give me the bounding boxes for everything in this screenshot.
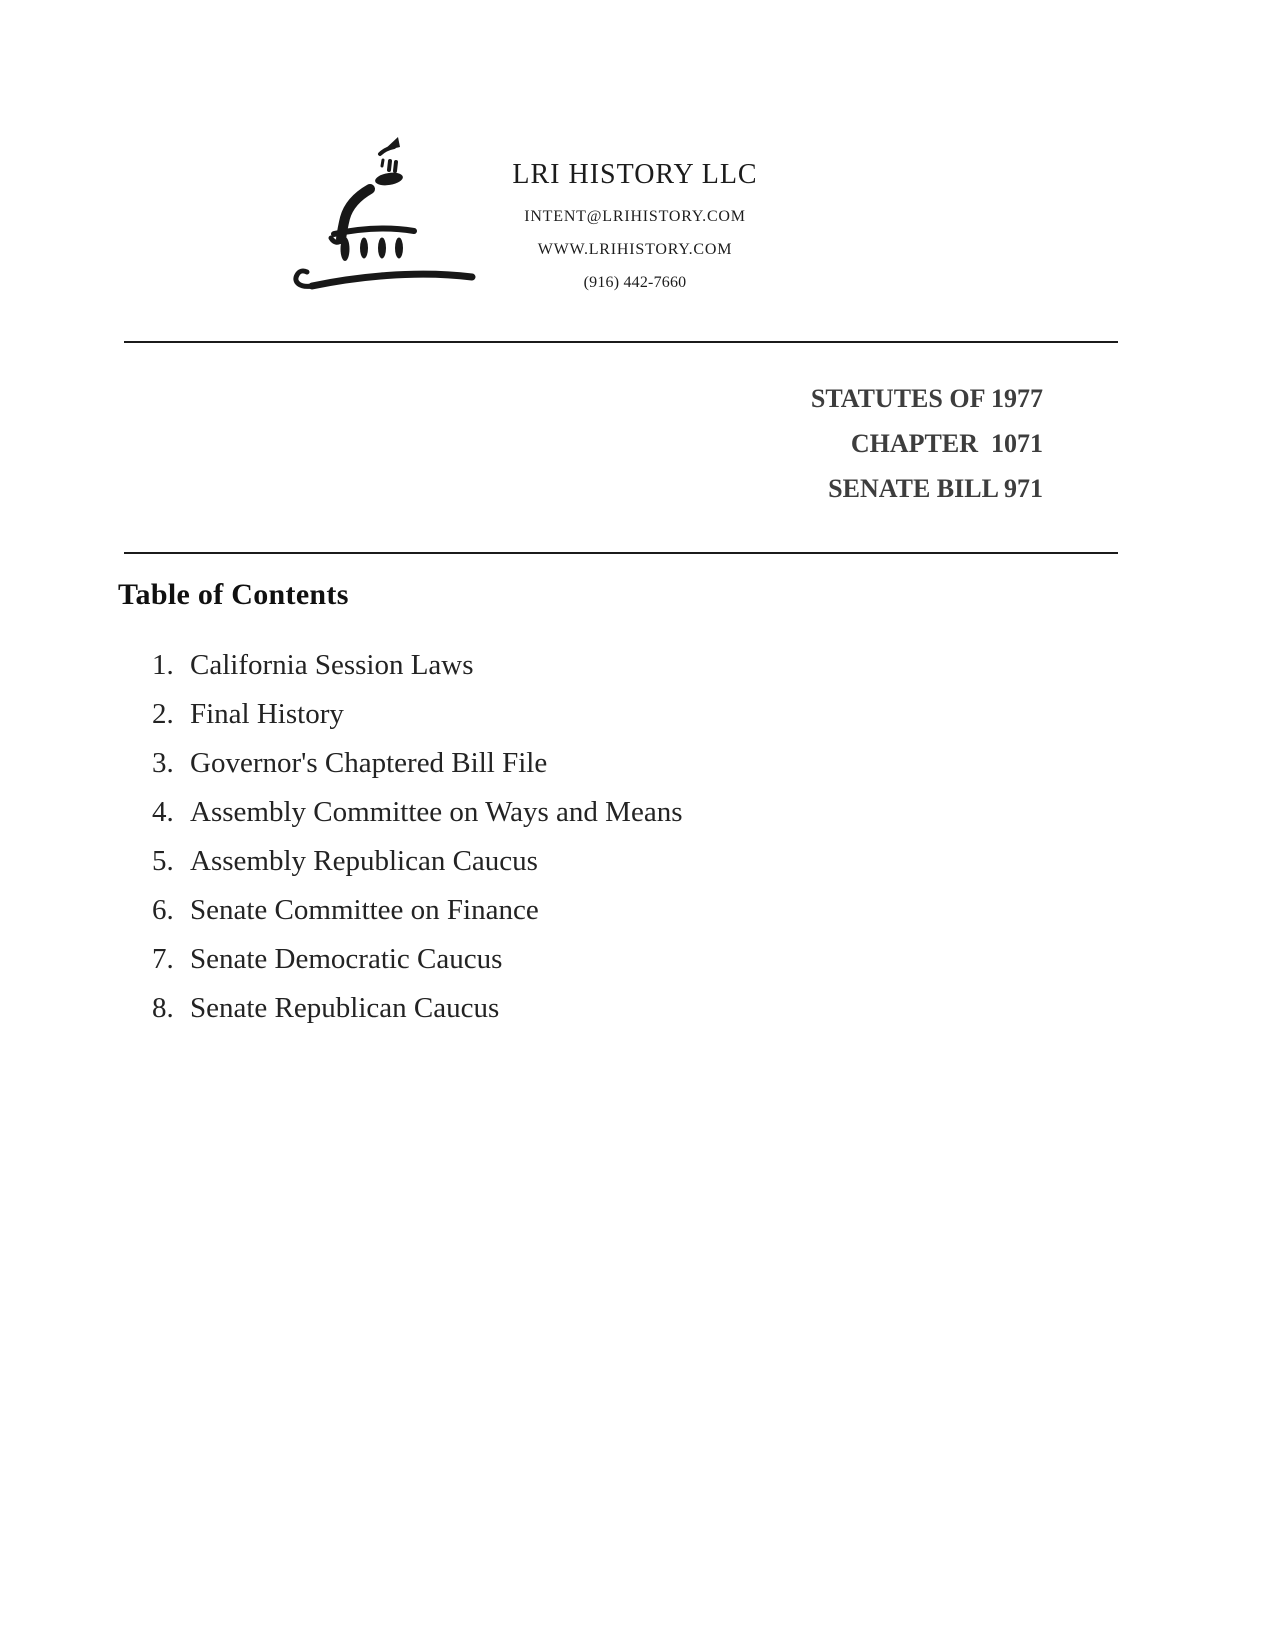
toc-item xyxy=(152,795,683,829)
toc-item-label: Assembly Republican Caucus xyxy=(190,845,538,877)
toc-item-label: Assembly Committee on Ways and Means xyxy=(190,796,683,828)
toc-item-label: Senate Democratic Caucus xyxy=(190,943,503,975)
toc-item xyxy=(152,746,683,780)
toc-item-number: 5. xyxy=(152,845,174,877)
toc-item-number: 2. xyxy=(152,698,174,730)
toc-item-number: 8. xyxy=(152,992,174,1024)
toc-item xyxy=(152,697,683,731)
toc-item-label: Final History xyxy=(190,698,344,730)
senate-bill-line: SENATE BILL 971 xyxy=(828,474,1043,503)
toc-item-number: 3. xyxy=(152,747,174,779)
toc-item-label: California Session Laws xyxy=(190,649,474,681)
toc-item-number: 6. xyxy=(152,894,174,926)
toc-item-number: 4. xyxy=(152,796,174,828)
company-website: WWW.LRIHISTORY.COM xyxy=(537,241,733,258)
company-phone: (916) 442-7660 xyxy=(583,274,687,291)
divider-bottom xyxy=(124,552,1118,554)
toc-item xyxy=(152,991,683,1025)
letterhead xyxy=(454,158,816,299)
divider-top xyxy=(124,341,1118,343)
company-name: LRI HISTORY LLC xyxy=(512,159,758,190)
toc-item-label: Senate Committee on Finance xyxy=(190,894,539,926)
toc-item-label: Governor's Chaptered Bill File xyxy=(190,747,548,779)
statutes-year-line: STATUTES OF 1977 xyxy=(810,384,1043,413)
contact-info xyxy=(454,200,816,299)
toc-item-label: Senate Republican Caucus xyxy=(190,992,500,1024)
toc-item xyxy=(152,893,683,927)
chapter-line: CHAPTER 1071 xyxy=(850,429,1043,458)
toc-list xyxy=(152,648,683,1040)
toc-item xyxy=(152,648,683,682)
toc-item xyxy=(152,942,683,976)
toc-heading: Table of Contents xyxy=(118,578,349,611)
statute-title-block xyxy=(811,376,1043,511)
toc-item-number: 7. xyxy=(152,943,174,975)
toc-item-number: 1. xyxy=(152,649,174,681)
capitol-dome-logo-icon xyxy=(290,120,476,294)
company-email: INTENT@LRIHISTORY.COM xyxy=(524,208,746,225)
toc-item xyxy=(152,844,683,878)
